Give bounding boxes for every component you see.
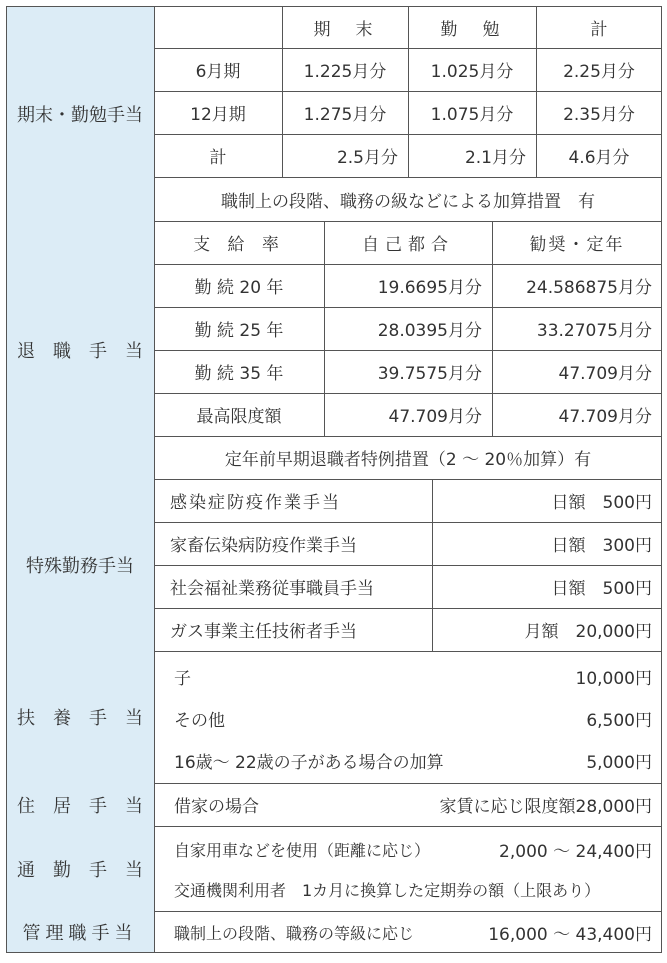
retirement-row-self: 47.709月分	[388, 407, 482, 427]
bonus-row-total: 2.25月分	[563, 62, 635, 82]
special-content	[154, 479, 662, 651]
bonus-row-total: 2.35月分	[563, 105, 635, 125]
bonus-col-kinben: 勤 勉	[440, 19, 504, 40]
housing-amount: 家賃に応じ限度額28,000円	[439, 797, 652, 817]
bonus-row-kimatsu: 1.225月分	[303, 62, 387, 82]
retirement-row-encouraged: 24.586875月分	[526, 278, 652, 298]
dependent-row-amount: 6,500円	[586, 710, 652, 731]
housing-content	[154, 783, 662, 826]
bonus-row-label: 6月期	[195, 62, 241, 82]
bonus-col-total: 計	[590, 19, 608, 40]
special-row-amount: 月額 20,000円	[524, 622, 652, 642]
dependent-row-amount: 10,000円	[575, 668, 652, 689]
special-section	[6, 479, 662, 651]
special-row-label: 感染症防疫作業手当	[170, 493, 341, 513]
bonus-row-kinben: 1.075月分	[430, 105, 514, 125]
bonus-row-label: 計	[209, 148, 227, 168]
retirement-section	[6, 221, 662, 479]
commute-content	[154, 826, 662, 911]
bonus-row-kimatsu: 2.5月分	[336, 148, 398, 168]
housing-label: 借家の場合	[174, 797, 259, 817]
manager-header: 管理職手当	[6, 911, 154, 953]
bonus-row-label: 12月期	[190, 105, 246, 125]
retirement-row-label: 勤 続 25 年	[194, 321, 284, 341]
retirement-col-self: 自己都合	[362, 235, 454, 255]
manager-content	[154, 911, 662, 953]
special-row-amount: 日額 500円	[551, 493, 652, 513]
retirement-row-encouraged: 47.709月分	[558, 364, 652, 384]
retirement-col-rate: 支 給 率	[193, 235, 285, 255]
commute-line2: 交通機関利用者 1カ月に換算した定期券の額（上限あり）	[174, 880, 601, 900]
retirement-row-encouraged: 47.709月分	[558, 407, 652, 427]
retirement-content	[154, 221, 662, 479]
retirement-header: 退 職 手 当	[6, 221, 154, 479]
manager-section	[6, 911, 662, 953]
bonus-header: 期末・勤勉手当	[6, 6, 154, 221]
retirement-row-self: 19.6695月分	[377, 278, 482, 298]
retirement-row-label: 勤 続 35 年	[194, 364, 284, 384]
housing-section	[6, 783, 662, 826]
commute-section	[6, 826, 662, 911]
retirement-row-self: 28.0395月分	[377, 321, 482, 341]
retirement-row-label: 最高限度額	[196, 407, 282, 427]
retirement-row-encouraged: 33.27075月分	[536, 321, 652, 341]
bonus-row-total: 4.6月分	[568, 148, 630, 168]
bonus-row-kimatsu: 1.275月分	[303, 105, 387, 125]
housing-header: 住 居 手 当	[6, 783, 154, 826]
bonus-row-kinben: 1.025月分	[430, 62, 514, 82]
retirement-row-self: 39.7575月分	[377, 364, 482, 384]
bonus-col-kimatsu: 期 末	[313, 19, 377, 40]
special-row-amount: 日額 300円	[551, 536, 652, 556]
dependent-section	[6, 651, 662, 783]
commute-line1-amount: 2,000 ～ 24,400円	[499, 841, 652, 862]
dependent-row-label: 16歳～ 22歳の子がある場合の加算	[174, 752, 444, 773]
dependent-content	[154, 651, 662, 783]
bonus-content	[154, 6, 662, 221]
retirement-note: 定年前早期退職者特例措置（2 ～ 20％加算）有	[224, 450, 592, 470]
bonus-note: 職制上の段階、職務の級などによる加算措置 有	[221, 191, 595, 212]
special-row-label: 家畜伝染病防疫作業手当	[170, 536, 357, 556]
bonus-row-kinben: 2.1月分	[464, 148, 526, 168]
special-row-amount: 日額 500円	[551, 579, 652, 599]
special-row-label: ガス事業主任技術者手当	[170, 622, 357, 642]
commute-header: 通 勤 手 当	[6, 826, 154, 911]
manager-label: 職制上の段階、職務の等級に応じ	[174, 923, 415, 943]
dependent-row-amount: 5,000円	[586, 752, 652, 773]
commute-line1-label: 自家用車などを使用（距離に応じ）	[174, 840, 431, 860]
retirement-row-label: 勤 続 20 年	[194, 278, 284, 298]
dependent-row-label: その他	[174, 710, 225, 731]
retirement-col-encouraged: 勧奨・定年	[529, 235, 625, 255]
special-header: 特殊勤務手当	[6, 479, 154, 651]
bonus-section	[6, 6, 662, 221]
dependent-header: 扶 養 手 当	[6, 651, 154, 783]
special-row-label: 社会福祉業務従事職員手当	[170, 579, 374, 599]
dependent-row-label: 子	[174, 668, 191, 689]
manager-amount: 16,000 ～ 43,400円	[488, 924, 652, 945]
